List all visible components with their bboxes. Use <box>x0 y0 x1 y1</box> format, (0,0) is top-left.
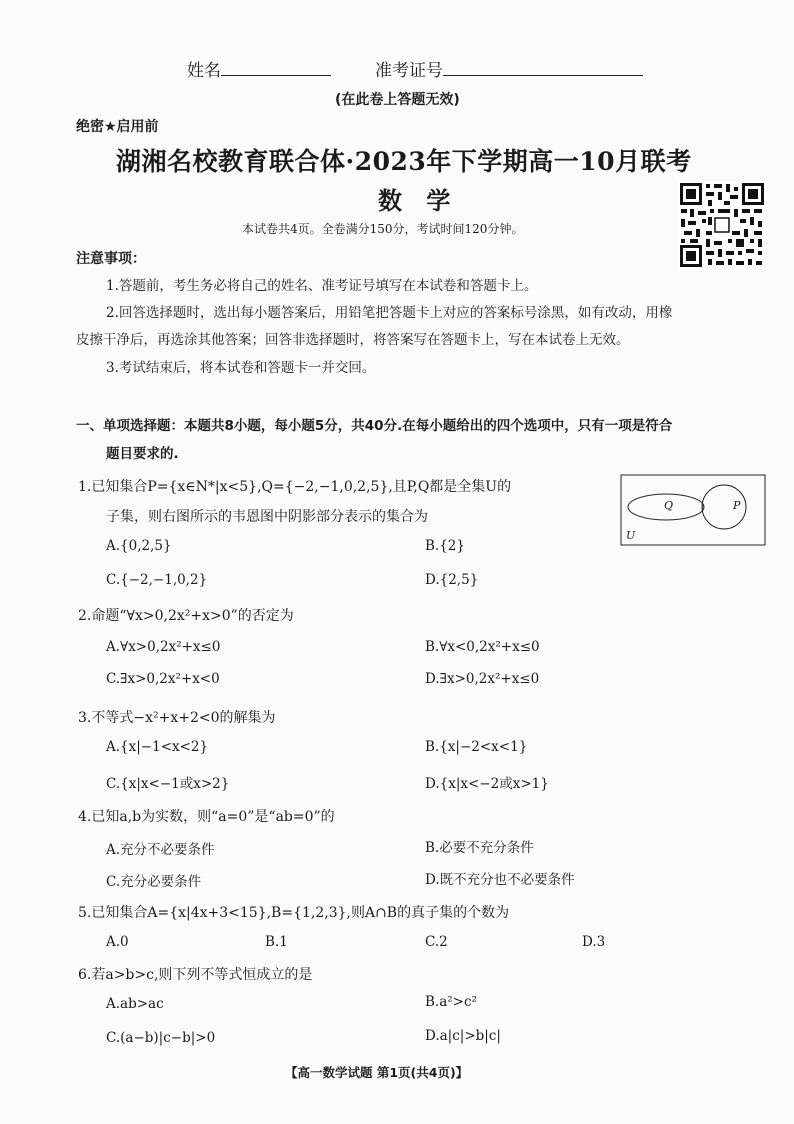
q2-option-b[interactable]: B.∀x<0,2x²+x≤0 <box>425 639 540 655</box>
q6-option-c[interactable]: C.(a−b)|c−b|>0 <box>106 1030 216 1046</box>
q6-option-b[interactable]: B.a²>c² <box>425 994 477 1010</box>
q6-option-a[interactable]: A.ab>ac <box>106 996 164 1012</box>
q5-option-d[interactable]: D.3 <box>582 934 606 950</box>
qr-code <box>678 181 766 269</box>
q3-option-a[interactable]: A.{x|−1<x<2} <box>106 739 209 755</box>
q4-option-c[interactable]: C.充分必要条件 <box>106 874 202 890</box>
q5-option-b[interactable]: B.1 <box>265 934 288 950</box>
venn-label-p: P <box>733 499 741 512</box>
q4-option-d[interactable]: D.既不充分也不必要条件 <box>425 872 575 888</box>
q3-option-d[interactable]: D.{x|x<−2或x>1} <box>425 776 549 792</box>
note-item: 1.答题前，考生务必将自己的姓名、准考证号填写在本试卷和答题卡上。 <box>106 278 538 294</box>
q4-option-b[interactable]: B.必要不充分条件 <box>425 840 534 856</box>
page-footer: 【高一数学试题 第1页(共4页)】 <box>285 1065 469 1080</box>
q3-option-c[interactable]: C.{x|x<−1或x>2} <box>106 776 230 792</box>
q3-stem: 3.不等式−x²+x+2<0的解集为 <box>78 710 276 726</box>
q1-option-a[interactable]: A.{0,2,5} <box>106 538 172 554</box>
secret-label: 绝密★启用前 <box>76 119 159 135</box>
q6-option-d[interactable]: D.a|c|>b|c| <box>425 1028 501 1044</box>
venn-label-u: U <box>626 529 636 542</box>
exam-id-field[interactable] <box>443 59 643 76</box>
section-heading-cont: 题目要求的. <box>106 446 179 462</box>
id-label: 准考证号 <box>375 61 443 81</box>
q1-stem: 1.已知集合P={x∈N*|x<5},Q={−2,−1,0,2,5},且P,Q都是全集U的 <box>78 479 512 495</box>
q1-stem-cont: 子集，则右图所示的韦恩图中阴影部分表示的集合为 <box>106 509 428 525</box>
q3-option-b[interactable]: B.{x|−2<x<1} <box>425 739 528 755</box>
q1-option-c[interactable]: C.{−2,−1,0,2} <box>106 572 208 588</box>
q2-stem: 2.命题“∀x>0,2x²+x>0”的否定为 <box>78 608 294 624</box>
venn-label-q: Q <box>664 499 674 512</box>
section-heading: 一、单项选择题：本题共8小题，每小题5分，共40分.在每小题给出的四个选项中，只有一项是符合 <box>76 418 673 434</box>
q1-option-b[interactable]: B.{2} <box>425 538 465 554</box>
note-item: 2.回答选择题时，选出每小题答案后，用铅笔把答题卡上对应的答案标号涂黑，如有改动，用橡 <box>106 305 673 321</box>
q2-option-c[interactable]: C.∃x>0,2x²+x<0 <box>106 671 220 687</box>
q5-option-a[interactable]: A.0 <box>106 934 129 950</box>
q2-option-d[interactable]: D.∃x>0,2x²+x≤0 <box>425 671 540 687</box>
q4-option-a[interactable]: A.充分不必要条件 <box>106 842 215 858</box>
q5-stem: 5.已知集合A={x|4x+3<15},B={1,2,3},则A∩B的真子集的个数为 <box>78 905 510 921</box>
notes-title: 注意事项： <box>76 251 146 267</box>
exam-title: 湖湘名校教育联合体·2023年下学期高一10月联考 <box>116 147 692 176</box>
q6-stem: 6.若a>b>c,则下列不等式恒成立的是 <box>78 967 313 983</box>
q4-stem: 4.已知a,b为实数，则“a=0”是“ab=0”的 <box>78 809 335 825</box>
q2-option-a[interactable]: A.∀x>0,2x²+x≤0 <box>106 639 221 655</box>
q1-option-d[interactable]: D.{2,5} <box>425 572 479 588</box>
note-item: 皮擦干净后，再选涂其他答案；回答非选择题时，将答案写在答题卡上，写在本试卷上无效。 <box>76 332 630 348</box>
q5-option-c[interactable]: C.2 <box>425 934 448 950</box>
exam-info: 本试卷共4页。全卷满分150分，考试时间120分钟。 <box>242 222 524 236</box>
venn-diagram <box>620 474 766 546</box>
invalid-note: (在此卷上答题无效) <box>335 92 460 108</box>
name-label: 姓名 <box>187 61 221 81</box>
subject-title: 数 学 <box>378 187 459 215</box>
qr-code-graphic <box>678 181 766 269</box>
note-item: 3.考试结束后，将本试卷和答题卡一并交回。 <box>106 360 376 376</box>
name-field[interactable] <box>221 59 331 76</box>
